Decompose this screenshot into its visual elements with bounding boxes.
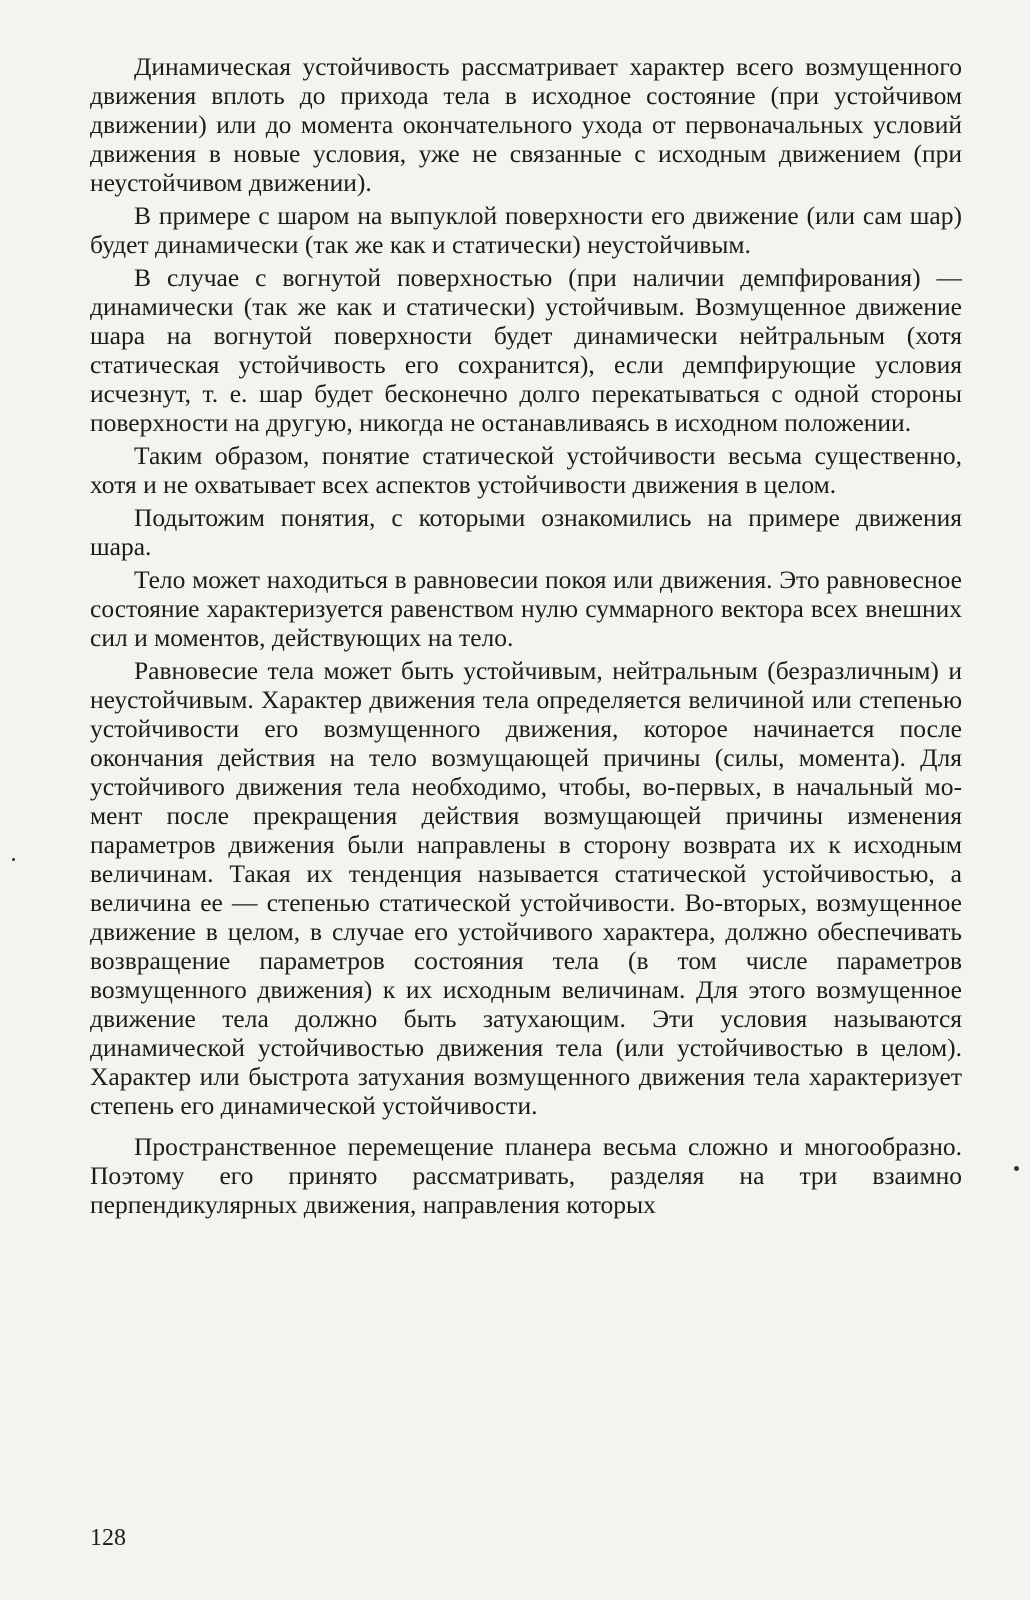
paragraph-2: В примере с шаром на выпуклой поверхности его движение (или сам шар) будет динамически (так же как и статически) неустойчивым.: [90, 201, 962, 259]
paragraph-6: Тело может находиться в равновесии покоя или движения. Это равновесное состояние характеризуется равенством нулю суммарного вектора всех внешних сил и моментов, действующих на тело.: [90, 565, 962, 652]
print-speck: [1014, 1166, 1019, 1171]
body-text: [90, 52, 962, 1219]
paragraph-4: Таким образом, понятие статической устойчивости весьма существенно, хотя и не охватывает всех аспектов устойчивости движения в целом.: [90, 441, 962, 499]
paragraph-7: Равновесие тела может быть устойчивым, нейтральным (безразличным) и неустойчивым. Характер движения тела определяется величиной или степенью устойчивости его возмущенного движения, которое начинается после окончания действия на тело возмущающей причины (силы, момента). Для устойчивого движения тела необходимо, чтобы, во-первых, в начальный момент после прекращения действия возмущающей причины изменения параметров движения были направлены в сторону возврата их к исходным величинам. Такая их тенденция называется статической устойчивостью, а величина ее — степенью статической устойчивости. Во-вторых, возмущенное движение в целом, в случае его устойчивого характера, должно обеспечивать возвращение параметров состояния тела (в том числе параметров возмущенного движения) к их исходным величинам. Для этого возмущенное движение тела должно быть затухающим. Эти условия называются динамической устойчивостью движения тела (или устойчивостью в целом). Характер или быстрота затухания возмущенного движения тела характеризует степень его динамической устойчивости.: [90, 656, 962, 1120]
print-speck: [12, 858, 15, 861]
paragraph-5: Подытожим понятия, с которыми ознакомились на примере движения шара.: [90, 503, 962, 561]
page-number: 128: [90, 1525, 126, 1551]
paragraph-1: Динамическая устойчивость рассматривает характер всего возмущенного движения вплоть до прихода тела в исходное состояние (при устойчивом движении) или до момента окончательного ухода от первоначальных условий движения в новые условия, уже не связанные с исходным движением (при неустойчивом движении).: [90, 52, 962, 197]
paragraph-8: Пространственное перемещение планера весьма сложно и многообразно. Поэтому его принято рассматривать, разделяя на три взаимно перпендикулярных движения, направления которых: [90, 1132, 962, 1219]
paragraph-3: В случае с вогнутой поверхностью (при наличии демпфирования) — динамически (так же как и статически) устойчивым. Возмущенное движение шара на вогнутой поверхности будет динамически нейтральным (хотя статическая устойчивость его сохранится), если демпфирующие условия исчезнут, т. е. шар будет бесконечно долго перекатываться с одной стороны поверхности на другую, никогда не останавливаясь в исходном положении.: [90, 263, 962, 437]
